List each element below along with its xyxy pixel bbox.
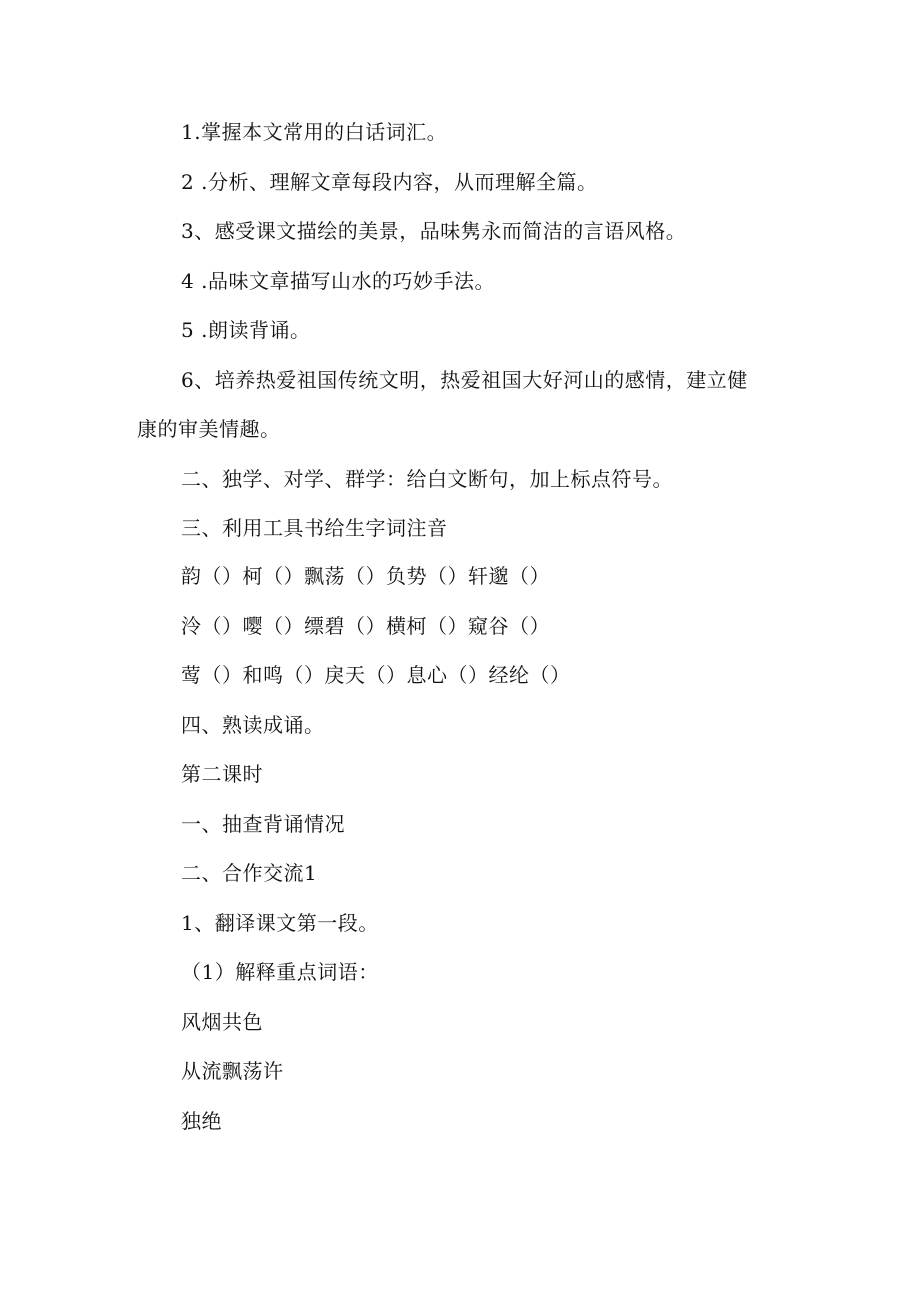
objective-3: 3、感受课文描绘的美景，品味隽永而简洁的言语风格。 [181, 219, 687, 243]
objective-2: 2 .分析、理解文章每段内容，从而理解全篇。 [181, 170, 598, 194]
lesson-2-title: 第二课时 [181, 762, 263, 786]
key-word-2: 从流飘荡许 [181, 1059, 284, 1083]
objective-6: 6、培养热爱祖国传统文明，热爱祖国大好河山的感情，建立健 [181, 368, 748, 392]
objective-4: 4 .品味文章描写山水的巧妙手法。 [181, 269, 495, 293]
key-words-heading: （1）解释重点词语： [181, 960, 379, 984]
objective-5: 5 .朗读背诵。 [181, 318, 311, 342]
key-word-3: 独绝 [181, 1109, 222, 1133]
lesson-2-step-1: 一、抽查背诵情况 [181, 812, 345, 836]
objective-1: 1.掌握本文常用的白话词汇。 [181, 120, 448, 144]
pinyin-row-2: 泠（）嘤（）缥碧（）横柯（）窥谷（） [181, 614, 550, 638]
translation-task: 1、翻译课文第一段。 [181, 911, 379, 935]
pinyin-row-1: 韵（）柯（）飘荡（）负势（）轩邈（） [181, 564, 550, 588]
pinyin-row-3: 莺（）和鸣（）戾天（）息心（）经纶（） [181, 663, 571, 687]
lesson-2-step-2: 二、合作交流1 [181, 861, 318, 885]
objective-6-continued: 康的审美情趣。 [137, 417, 281, 441]
section-heading-2: 二、独学、对学、群学：给白文断句，加上标点符号。 [181, 467, 673, 491]
key-word-1: 风烟共色 [181, 1010, 263, 1034]
section-heading-3: 三、利用工具书给生字词注音 [181, 516, 448, 540]
section-heading-4: 四、熟读成诵。 [181, 713, 325, 737]
